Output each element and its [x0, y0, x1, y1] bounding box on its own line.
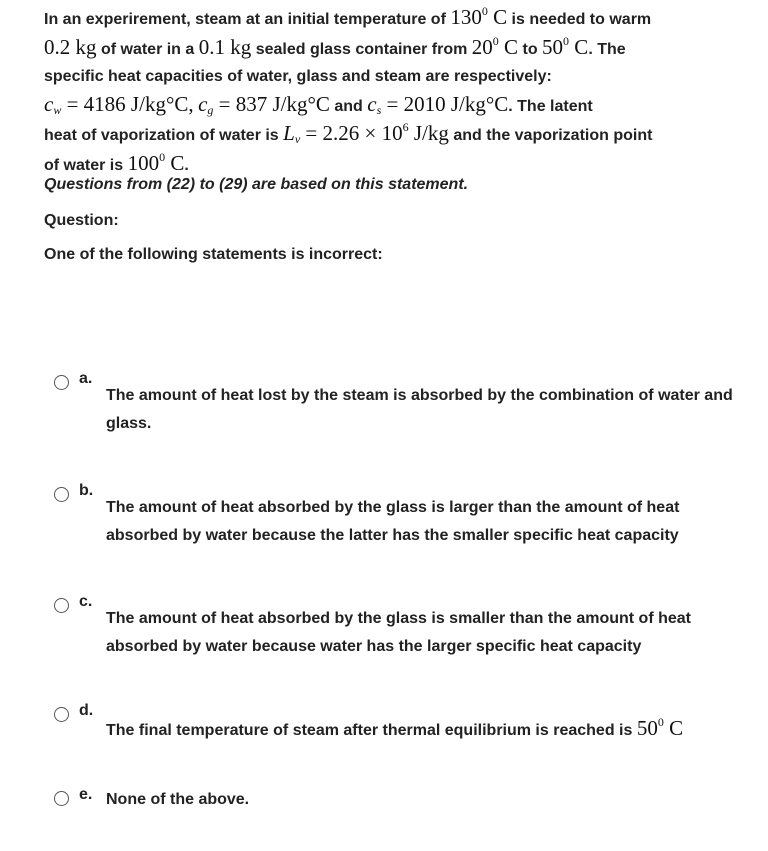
radio-button-b[interactable] — [54, 487, 69, 502]
statement-line-3: specific heat capacities of water, glass and steam are respectively: — [44, 68, 552, 85]
question-text: One of the following statements is incorrect: — [44, 246, 383, 263]
option-letter: e. — [79, 786, 93, 803]
radio-button-e[interactable] — [54, 791, 69, 806]
radio-button-a[interactable] — [54, 375, 69, 390]
statement-line-5: heat of vaporization of water is $L_v = 2.26 \times 10^6$ J/kg and the vaporization point — [44, 120, 653, 146]
option-letter: d. — [79, 702, 94, 719]
initial-temperature: $130^0$ C — [450, 4, 508, 29]
end-temperature: $50^0$ C — [542, 33, 589, 59]
option-letter: a. — [79, 370, 93, 387]
option-text: The amount of heat absorbed by the glass is smaller than the amount of heat absorbed by water because water has the larger specific heat capacity — [106, 610, 691, 655]
start-temperature: $20^0$ C — [471, 33, 519, 59]
option-text: The final temperature of steam after thermal equilibrium is reached is $50^0$ C — [106, 715, 684, 740]
option-text: The amount of heat absorbed by the glass is larger than the amount of heat absorbed by water because the latter has the smaller specific heat capacity — [106, 499, 680, 544]
option-letter: c. — [79, 593, 93, 610]
statement-line-6: of water is $100^0$ C. — [44, 149, 189, 175]
radio-button-d[interactable] — [54, 707, 69, 722]
final-temperature: $50^0$ C — [636, 715, 684, 740]
glass-specific-heat: $c_g = 837$ J/kg°C — [198, 91, 330, 117]
statement-line-4: $c_w = 4186$ J/kg°C, $c_g = 837$ J/kg°C and $c_s = 2010$ J/kg°C. The latent — [44, 91, 593, 117]
option-letter: b. — [79, 482, 94, 499]
questions-note: Questions from (22) to (29) are based on this statement. — [44, 176, 469, 193]
problem-statement — [44, 4, 754, 179]
statement-line-2: 0.2 kg of water in a 0.1 kg sealed glass container from $20^0$ C to $50^0$ C. The — [44, 33, 626, 59]
statement-line-1: In an experirement, steam at an initial temperature of $130^0$ C is needed to warm — [44, 4, 652, 29]
option-text: None of the above. — [106, 791, 250, 808]
vaporization-point: $100^0$ C — [127, 149, 185, 175]
radio-button-c[interactable] — [54, 598, 69, 613]
glass-mass: 0.1 kg — [198, 34, 252, 59]
option-text: The amount of heat lost by the steam is absorbed by the combination of water and glass. — [106, 387, 733, 432]
steam-specific-heat: $c_s = 2010$ J/kg°C — [367, 91, 509, 117]
water-mass: 0.2 kg — [44, 34, 97, 59]
latent-heat: $L_v = 2.26 \times 10^6$ J/kg — [283, 120, 449, 146]
water-specific-heat: $c_w = 4186$ J/kg°C, — [44, 91, 194, 117]
question-heading: Question: — [44, 212, 119, 229]
